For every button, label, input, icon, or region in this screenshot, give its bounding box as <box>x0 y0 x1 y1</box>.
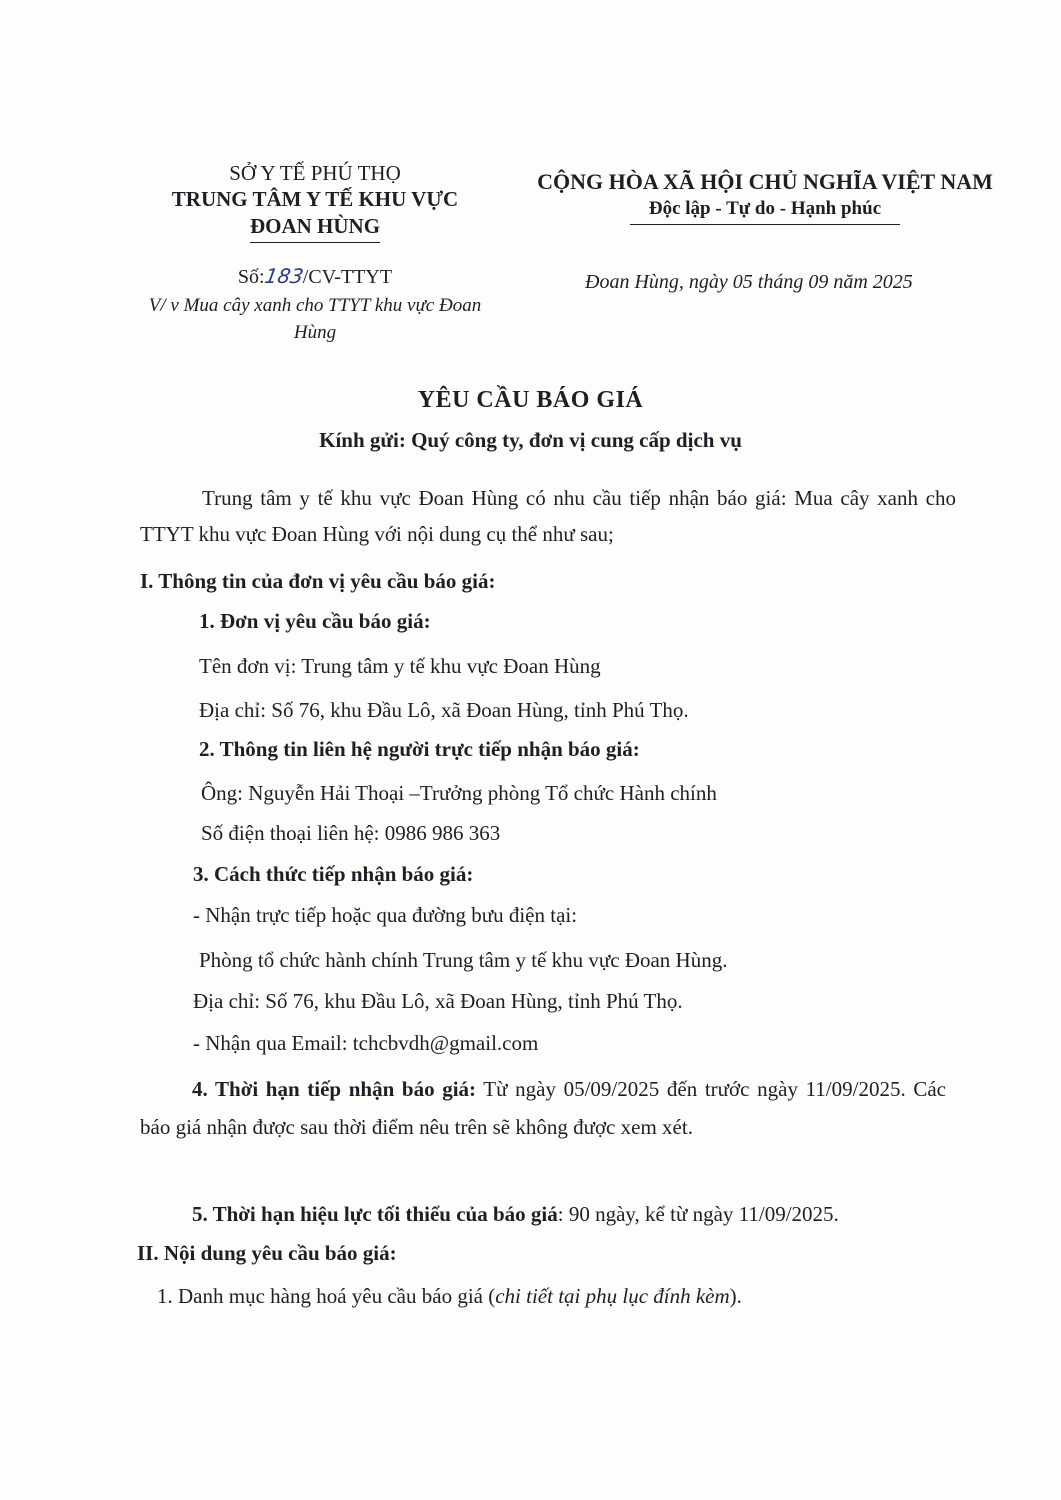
intro-paragraph: Trung tâm y tế khu vực Đoan Hùng có nhu cầu tiếp nhận báo giá: Mua cây xanh cho TTYT khu vực Đoan Hùng với nội dung cụ thể như sau; <box>140 486 956 546</box>
receiving-address: Địa chỉ: Số 76, khu Đầu Lô, xã Đoan Hùng, tỉnh Phú Thọ. <box>193 989 683 1013</box>
section-2-heading: II. Nội dung yêu cầu báo giá: <box>137 1241 397 1265</box>
national-header-block <box>525 168 1005 225</box>
document-title: YÊU CẦU BÁO GIÁ <box>417 387 644 413</box>
unit-address: Địa chỉ: Số 76, khu Đầu Lô, xã Đoan Hùng, tỉnh Phú Thọ. <box>199 698 689 722</box>
handwritten-number: 183 <box>262 264 305 288</box>
subsection-4-text: Từ ngày 05/09/2025 đến trước ngày 11/09/2025. Các báo giá nhận được sau thời điểm nêu trên sẽ không được xem xét. <box>140 1077 946 1139</box>
subsection-1-heading: 1. Đơn vị yêu cầu báo giá: <box>199 609 431 633</box>
document-number <box>140 263 490 290</box>
organization-line2: ĐOAN HÙNG <box>249 214 381 238</box>
receive-email-line: - Nhận qua Email: tchcbvdh@gmail.com <box>193 1031 539 1055</box>
place-date-line: Đoan Hùng, ngày 05 tháng 09 năm 2025 <box>585 271 913 293</box>
organization-underline <box>250 242 380 243</box>
issuing-authority-block <box>140 160 490 243</box>
subsection-5-text: : 90 ngày, kể từ ngày 11/09/2025. <box>557 1202 839 1226</box>
item-1-suffix: ). <box>729 1284 742 1308</box>
recipient-line: Kính gửi: Quý công ty, đơn vị cung cấp dịch vụ <box>319 428 742 452</box>
receiving-office: Phòng tổ chức hành chính Trung tâm y tế khu vực Đoan Hùng. <box>199 948 728 972</box>
section-1-heading: I. Thông tin của đơn vị yêu cầu báo giá: <box>140 569 496 593</box>
subsection-4-paragraph <box>140 1070 946 1146</box>
unit-name: Tên đơn vị: Trung tâm y tế khu vực Đoan Hùng <box>199 654 601 678</box>
subsection-5-paragraph <box>192 1196 839 1232</box>
subsection-2-heading: 2. Thông tin liên hệ người trực tiếp nhận báo giá: <box>199 737 640 761</box>
contact-person: Ông: Nguyễn Hải Thoại –Trưởng phòng Tổ chức Hành chính <box>201 781 717 805</box>
motto-underline <box>630 224 900 225</box>
item-1-italic: chi tiết tại phụ lục đính kèm <box>495 1284 730 1308</box>
organization-line1: TRUNG TÂM Y TẾ KHU VỰC <box>171 187 459 211</box>
document-subject: V/ v Mua cây xanh cho TTYT khu vực Đoan Hùng <box>148 295 482 343</box>
document-number-suffix: /CV-TTYT <box>302 266 393 288</box>
section-2-item-1 <box>157 1278 742 1314</box>
subsection-3-heading: 3. Cách thức tiếp nhận báo giá: <box>193 862 474 886</box>
national-motto: Độc lập - Tự do - Hạnh phúc <box>648 198 882 219</box>
subsection-4-label: 4. Thời hạn tiếp nhận báo giá: <box>192 1077 477 1101</box>
subsection-5-label: 5. Thời hạn hiệu lực tối thiểu của báo giá <box>192 1202 558 1226</box>
country-name: CỘNG HÒA XÃ HỘI CHỦ NGHĨA VIỆT NAM <box>537 169 993 194</box>
document-number-prefix: Số: <box>237 266 265 288</box>
receive-direct-line: - Nhận trực tiếp hoặc qua đường bưu điện tại: <box>193 903 578 927</box>
department-name: SỞ Y TẾ PHÚ THỌ <box>229 161 401 185</box>
item-1-prefix: 1. Danh mục hàng hoá yêu cầu báo giá ( <box>157 1284 496 1308</box>
contact-phone: Số điện thoại liên hệ: 0986 986 363 <box>201 821 501 845</box>
